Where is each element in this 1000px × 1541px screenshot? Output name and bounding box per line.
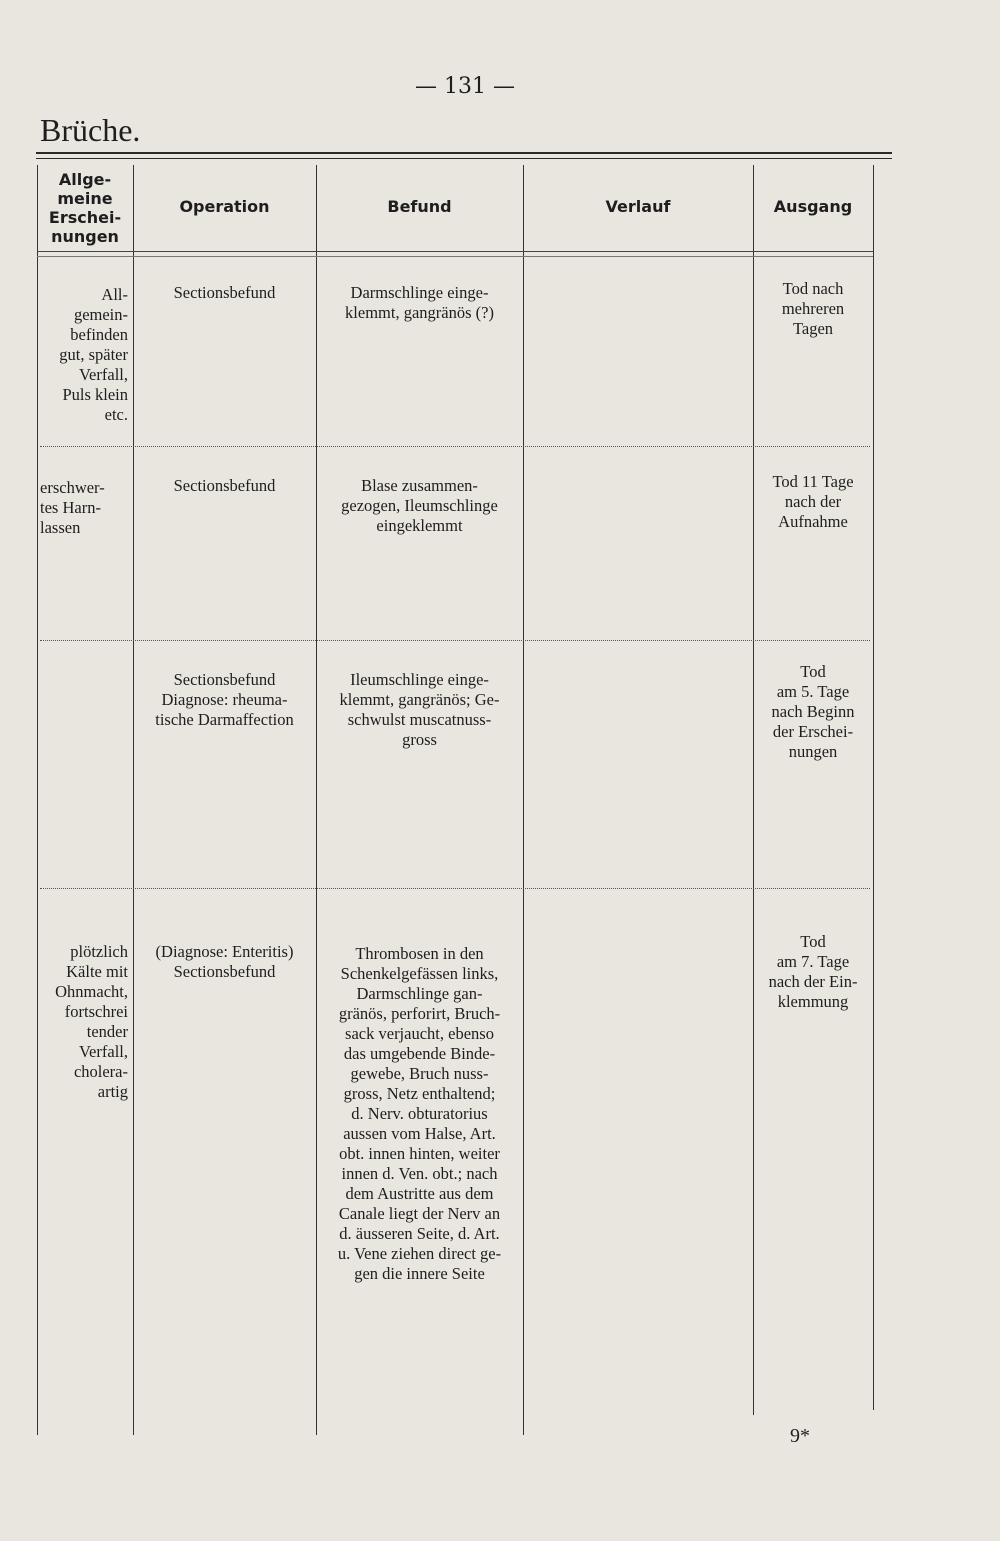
header-underline	[37, 251, 873, 252]
header-operation: Operation	[179, 197, 270, 216]
row-separator-3	[40, 888, 870, 889]
header-course: Verlauf	[605, 197, 671, 216]
row-separator-2	[40, 640, 870, 641]
table-row-3-outcome: Tod am 5. Tage nach Beginn der Erschei- nungen	[771, 662, 855, 761]
table-row-1-outcome: Tod nach mehreren Tagen	[781, 279, 845, 338]
column-divider-outcome	[753, 165, 754, 1415]
table-row-1-finding: Darmschlinge einge- klemmt, gangränös (?)	[345, 283, 494, 322]
header-underline-2	[37, 256, 873, 257]
table-border-right	[873, 165, 874, 1410]
signature-mark: 9*	[790, 1425, 810, 1447]
column-divider-operation	[133, 165, 134, 1435]
row-separator-1	[40, 446, 870, 447]
table-row-1-operation: Sectionsbefund	[173, 283, 276, 302]
table-row-3-finding: Ileumschlinge einge- klemmt, gangränös; Ge- schwulst muscatnuss- gross	[339, 670, 500, 749]
header-outcome: Ausgang	[773, 197, 853, 216]
page-number: — 131 —	[415, 74, 515, 99]
table-row-4-outcome: Tod am 7. Tage nach der Ein- klemmung	[768, 932, 858, 1011]
header-double-rule-bottom	[36, 158, 892, 159]
table-row-4-finding: Thrombosen in den Schenkelgefässen links, Darmschlinge gan- gränös, perforirt, Bruch- sack verjaucht, ebenso das umgebende Binde- gewebe, Bruch nuss- gross, Netz enthaltend; d. Nerv. obturatorius aussen vom Halse, Art. obt. innen hinten, weiter innen d. Ven. obt.; nach dem Austritte aus dem Canale liegt der Nerv an d. äusseren Seite, d. Art. u. Vene ziehen direct ge- gen die innere Seite	[337, 944, 502, 1283]
section-title: Brüche.	[40, 112, 141, 148]
table-row-4-general: plötzlich Kälte mit Ohnmacht, fortschrei tender Verfall, cholera- artig	[55, 942, 128, 1101]
table-row-3-operation: Sectionsbefund Diagnose: rheuma- tische Darmaffection	[155, 670, 294, 729]
header-double-rule-top	[36, 152, 892, 154]
table-border-left	[37, 165, 38, 1435]
table-row-2-outcome: Tod 11 Tage nach der Aufnahme	[772, 472, 854, 531]
table-row-2-finding: Blase zusammen- gezogen, Ileumschlinge eingeklemmt	[341, 476, 498, 535]
table-row-4-operation: (Diagnose: Enteritis) Sectionsbefund	[155, 942, 294, 981]
table-row-1-general: All- gemein- befinden gut, später Verfall, Puls klein etc.	[59, 285, 128, 424]
table-row-2-general: erschwer- tes Harn- lassen	[40, 478, 105, 537]
table-row-2-operation: Sectionsbefund	[173, 476, 276, 495]
header-finding: Befund	[387, 197, 452, 216]
header-general: Allge- meine Erschei- nungen	[48, 170, 122, 246]
column-divider-course	[523, 165, 524, 1435]
